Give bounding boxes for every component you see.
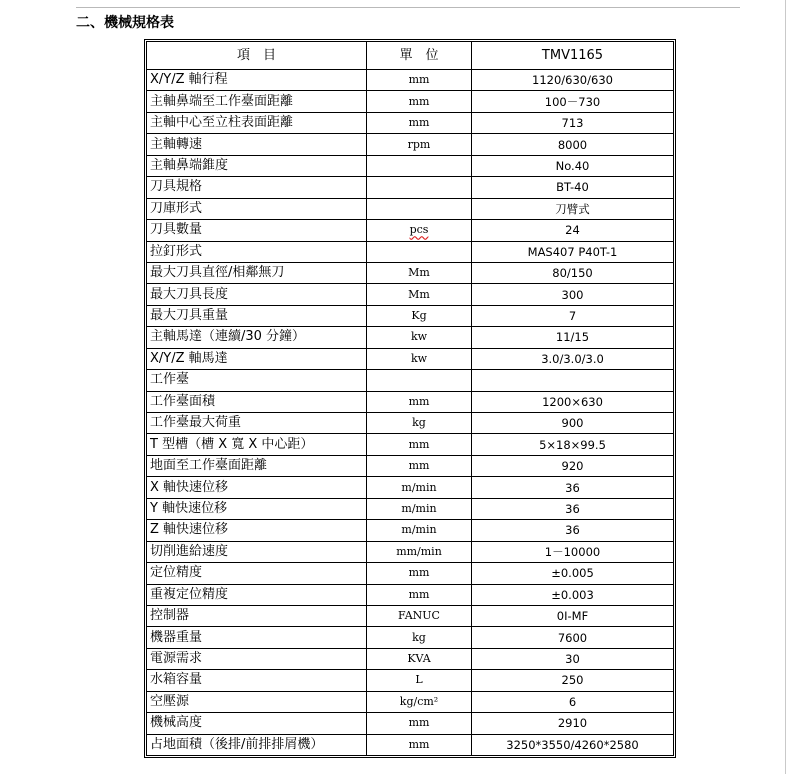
spec-unit-cell [367,605,472,626]
spec-item-text: 工作臺 [150,372,190,388]
spec-value-cell [472,198,674,219]
spec-unit-cell [367,70,472,91]
spec-unit-text: mm [408,587,430,601]
spec-unit-cell [367,134,472,155]
spec-item-text: 最大刀具長度 [150,286,229,302]
spec-item-text: Y 軸快速位移 [150,500,228,516]
spec-item-text: 切削進給速度 [150,543,229,559]
table-row [147,541,674,562]
spec-value-text: 11/15 [555,330,590,345]
spec-value-cell [472,91,674,112]
table-row [147,155,674,176]
spec-value-text: 刀臂式 [555,201,590,216]
spec-item-text: X/Y/Z 軸行程 [150,72,228,88]
spec-unit-cell [367,670,472,691]
spec-value-cell [472,327,674,348]
table-row [147,327,674,348]
spec-unit-cell [367,734,472,755]
spec-value-cell [472,370,674,391]
spec-item-cell [147,91,367,112]
spec-unit-text: mm [408,73,430,87]
spec-unit-text: pcs [409,223,429,237]
spec-value-cell [472,112,674,133]
spec-item-cell [147,220,367,241]
table-row [147,241,674,262]
spec-unit-cell [367,262,472,283]
spec-value-cell [472,177,674,198]
table-row [147,262,674,283]
spec-unit-cell [367,370,472,391]
spec-unit-text: KVA [407,652,431,666]
spec-item-cell [147,262,367,283]
spec-item-cell [147,713,367,734]
spec-item-text: X 軸快速位移 [150,479,229,495]
spec-item-text: 拉釘形式 [150,243,203,259]
spec-item-text: 地面至工作臺面距離 [150,458,268,474]
spec-item-text: Z 軸快速位移 [150,522,229,538]
spec-value-cell [472,241,674,262]
spec-unit-text: L [415,673,423,687]
spec-unit-text: mm [408,459,430,473]
spec-item-text: 刀具數量 [150,222,203,238]
spec-value-cell [472,455,674,476]
spec-item-cell [147,391,367,412]
table-row [147,648,674,669]
spec-item-cell [147,520,367,541]
spec-value-text: 80/150 [552,266,593,281]
spec-item-text: 工作臺最大荷重 [150,415,242,431]
spec-unit-cell [367,348,472,369]
spec-item-cell [147,605,367,626]
spec-value-text: 3250*3550/4260*2580 [506,737,639,752]
spec-item-cell [147,627,367,648]
spec-item-cell [147,112,367,133]
table-row [147,520,674,541]
spec-item-cell [147,348,367,369]
spec-unit-cell [367,648,472,669]
spec-item-cell [147,198,367,219]
spec-item-text: 刀庫形式 [150,200,203,216]
spec-unit-text: mm [408,437,430,451]
spec-unit-text: kg/cm² [399,694,439,708]
spec-value-text: 5×18×99.5 [539,437,606,452]
spec-item-cell [147,734,367,755]
spec-value-text: 24 [565,223,580,238]
spec-value-cell [472,262,674,283]
spec-value-cell [472,305,674,326]
section-heading: 二、機械規格表 [76,15,174,31]
spec-value-text: 900 [561,416,584,431]
spec-value-text: 713 [561,116,584,131]
spec-unit-cell [367,177,472,198]
spec-item-text: 最大刀具直徑/相鄰無刀 [150,265,285,281]
spec-value-text: 300 [561,287,584,302]
spec-value-cell [472,563,674,584]
spec-unit-text: Mm [408,266,430,280]
spec-value-text: 36 [565,523,580,538]
spec-value-cell [472,691,674,712]
spec-value-cell [472,734,674,755]
spec-unit-cell [367,91,472,112]
spec-value-text: 30 [565,652,580,667]
header-model: TMV1165 [472,42,674,70]
spec-item-text: 重複定位精度 [150,586,229,602]
spec-item-text: 主軸鼻端錐度 [150,157,229,173]
spec-value-text: 1－10000 [544,544,601,559]
spec-unit-cell [367,327,472,348]
table-row [147,198,674,219]
spec-unit-cell [367,434,472,455]
spec-unit-cell [367,112,472,133]
spec-item-text: 主軸鼻端至工作臺面距離 [150,93,294,109]
table-row [147,713,674,734]
spec-item-text: 最大刀具重量 [150,308,229,324]
table-row [147,734,674,755]
spec-item-text: 空壓源 [150,693,190,709]
spec-item-text: 主軸轉速 [150,136,203,152]
spec-value-cell [472,413,674,434]
spec-item-cell [147,327,367,348]
spec-item-text: T 型槽（槽 X 寬 X 中心距） [150,436,314,452]
spec-unit-text: Kg [411,309,427,323]
spec-unit-cell [367,155,472,176]
spec-item-text: 電源需求 [150,651,203,667]
spec-value-text: 1120/630/630 [532,73,613,88]
spec-item-cell [147,284,367,305]
spec-unit-cell [367,691,472,712]
spec-item-text: 主軸中心至立柱表面距離 [150,115,294,131]
spec-value-cell [472,155,674,176]
spec-item-text: 占地面積（後排/前排排屑機） [150,736,324,752]
header-unit: 單 位 [367,42,472,70]
spec-value-text: 36 [565,480,580,495]
spec-item-text: 主軸馬達（連續/30 分鐘） [150,329,306,345]
table-row [147,670,674,691]
spec-item-cell [147,370,367,391]
spec-value-text: 920 [561,459,584,474]
spec-value-text: 7600 [557,630,588,645]
spec-item-cell [147,155,367,176]
table-row [147,284,674,305]
spec-unit-text: m/min [401,523,437,537]
spec-unit-cell [367,198,472,219]
spec-value-cell [472,648,674,669]
table-row [147,177,674,198]
spec-item-text: 刀具規格 [150,179,203,195]
table-row [147,434,674,455]
spec-value-cell [472,498,674,519]
spec-item-cell [147,477,367,498]
spec-item-cell [147,241,367,262]
spec-unit-text: rpm [407,137,431,151]
table-row [147,584,674,605]
spec-table-frame [144,39,676,758]
spec-value-text: ±0.003 [551,587,594,602]
spec-unit-cell [367,220,472,241]
spec-item-text: 機械高度 [150,715,203,731]
table-row [147,70,674,91]
spec-unit-text: kg [412,630,426,644]
spec-value-text: 8000 [557,137,588,152]
spec-item-cell [147,305,367,326]
spec-item-cell [147,177,367,198]
spec-unit-text: mm [408,566,430,580]
spec-value-text: 6 [568,694,577,709]
spec-value-text: 0I-MF [556,609,589,624]
spec-unit-text: mm/min [396,544,442,558]
spec-value-cell [472,541,674,562]
page-edge-divider [785,0,786,774]
spec-value-cell [472,434,674,455]
spec-table [146,41,674,756]
spec-unit-text: kw [410,351,428,365]
spec-unit-text: kw [410,330,428,344]
table-row [147,91,674,112]
table-row [147,627,674,648]
spec-item-cell [147,455,367,476]
spec-unit-text: mm [408,94,430,108]
spec-value-cell [472,520,674,541]
spec-value-text: 36 [565,501,580,516]
spec-item-cell [147,413,367,434]
table-row [147,348,674,369]
spec-unit-cell [367,541,472,562]
spec-item-cell [147,498,367,519]
table-row [147,134,674,155]
spec-unit-cell [367,305,472,326]
spec-value-cell [472,670,674,691]
spec-value-text: 2910 [557,716,588,731]
table-row [147,112,674,133]
spec-unit-text: mm [408,394,430,408]
spec-value-text: MAS407 P40T-1 [527,244,618,259]
spec-unit-cell [367,391,472,412]
spec-item-text: X/Y/Z 軸馬達 [150,350,228,366]
table-header-row [147,42,674,70]
spec-value-text: 7 [568,309,577,324]
spec-value-cell [472,284,674,305]
spec-unit-cell [367,477,472,498]
table-row [147,477,674,498]
spec-item-cell [147,670,367,691]
spec-unit-cell [367,563,472,584]
spec-value-text: No.40 [555,158,590,173]
table-row [147,455,674,476]
spec-value-cell [472,348,674,369]
spec-value-cell [472,477,674,498]
spec-item-cell [147,648,367,669]
spec-unit-text: Mm [408,287,430,301]
spec-value-text: 250 [561,673,584,688]
spec-item-text: 控制器 [150,608,190,624]
spec-value-cell [472,70,674,91]
table-row [147,370,674,391]
spec-unit-cell [367,241,472,262]
spec-value-cell [472,627,674,648]
spec-value-text: 1200×630 [542,394,603,409]
spec-unit-cell [367,498,472,519]
spec-item-cell [147,691,367,712]
spec-value-text: 3.0/3.0/3.0 [541,351,604,366]
table-row [147,605,674,626]
spec-value-cell [472,220,674,241]
table-row [147,413,674,434]
spec-value-cell [472,391,674,412]
spec-unit-text: mm [408,737,430,751]
spec-item-text: 水箱容量 [150,672,203,688]
spec-value-cell [472,584,674,605]
spec-unit-cell [367,284,472,305]
spec-item-cell [147,434,367,455]
table-row [147,391,674,412]
spec-item-text: 工作臺面積 [150,393,216,409]
spec-value-text: ±0.005 [551,566,594,581]
table-row [147,691,674,712]
spec-value-cell [472,605,674,626]
spec-unit-cell [367,584,472,605]
top-divider [76,7,740,8]
spec-unit-text: m/min [401,501,437,515]
spec-unit-text: FANUC [398,609,440,623]
spec-item-cell [147,563,367,584]
spec-unit-text: mm [408,116,430,130]
spec-item-text: 定位精度 [150,565,203,581]
header-item: 項 目 [147,42,367,70]
spec-item-cell [147,70,367,91]
table-row [147,305,674,326]
spec-value-text: BT-40 [556,180,589,195]
spec-value-cell [472,713,674,734]
spec-unit-text: kg [412,416,426,430]
table-row [147,220,674,241]
spec-item-text: 機器重量 [150,629,203,645]
table-row [147,563,674,584]
spec-unit-cell [367,413,472,434]
spec-unit-text: mm [408,716,430,730]
spec-unit-cell [367,713,472,734]
spec-unit-cell [367,520,472,541]
spec-item-cell [147,541,367,562]
spec-unit-text: m/min [401,480,437,494]
spec-item-cell [147,134,367,155]
table-row [147,498,674,519]
spec-value-cell [472,134,674,155]
spec-value-text: 100－730 [544,94,601,109]
spec-unit-cell [367,455,472,476]
spec-item-cell [147,584,367,605]
spec-unit-cell [367,627,472,648]
